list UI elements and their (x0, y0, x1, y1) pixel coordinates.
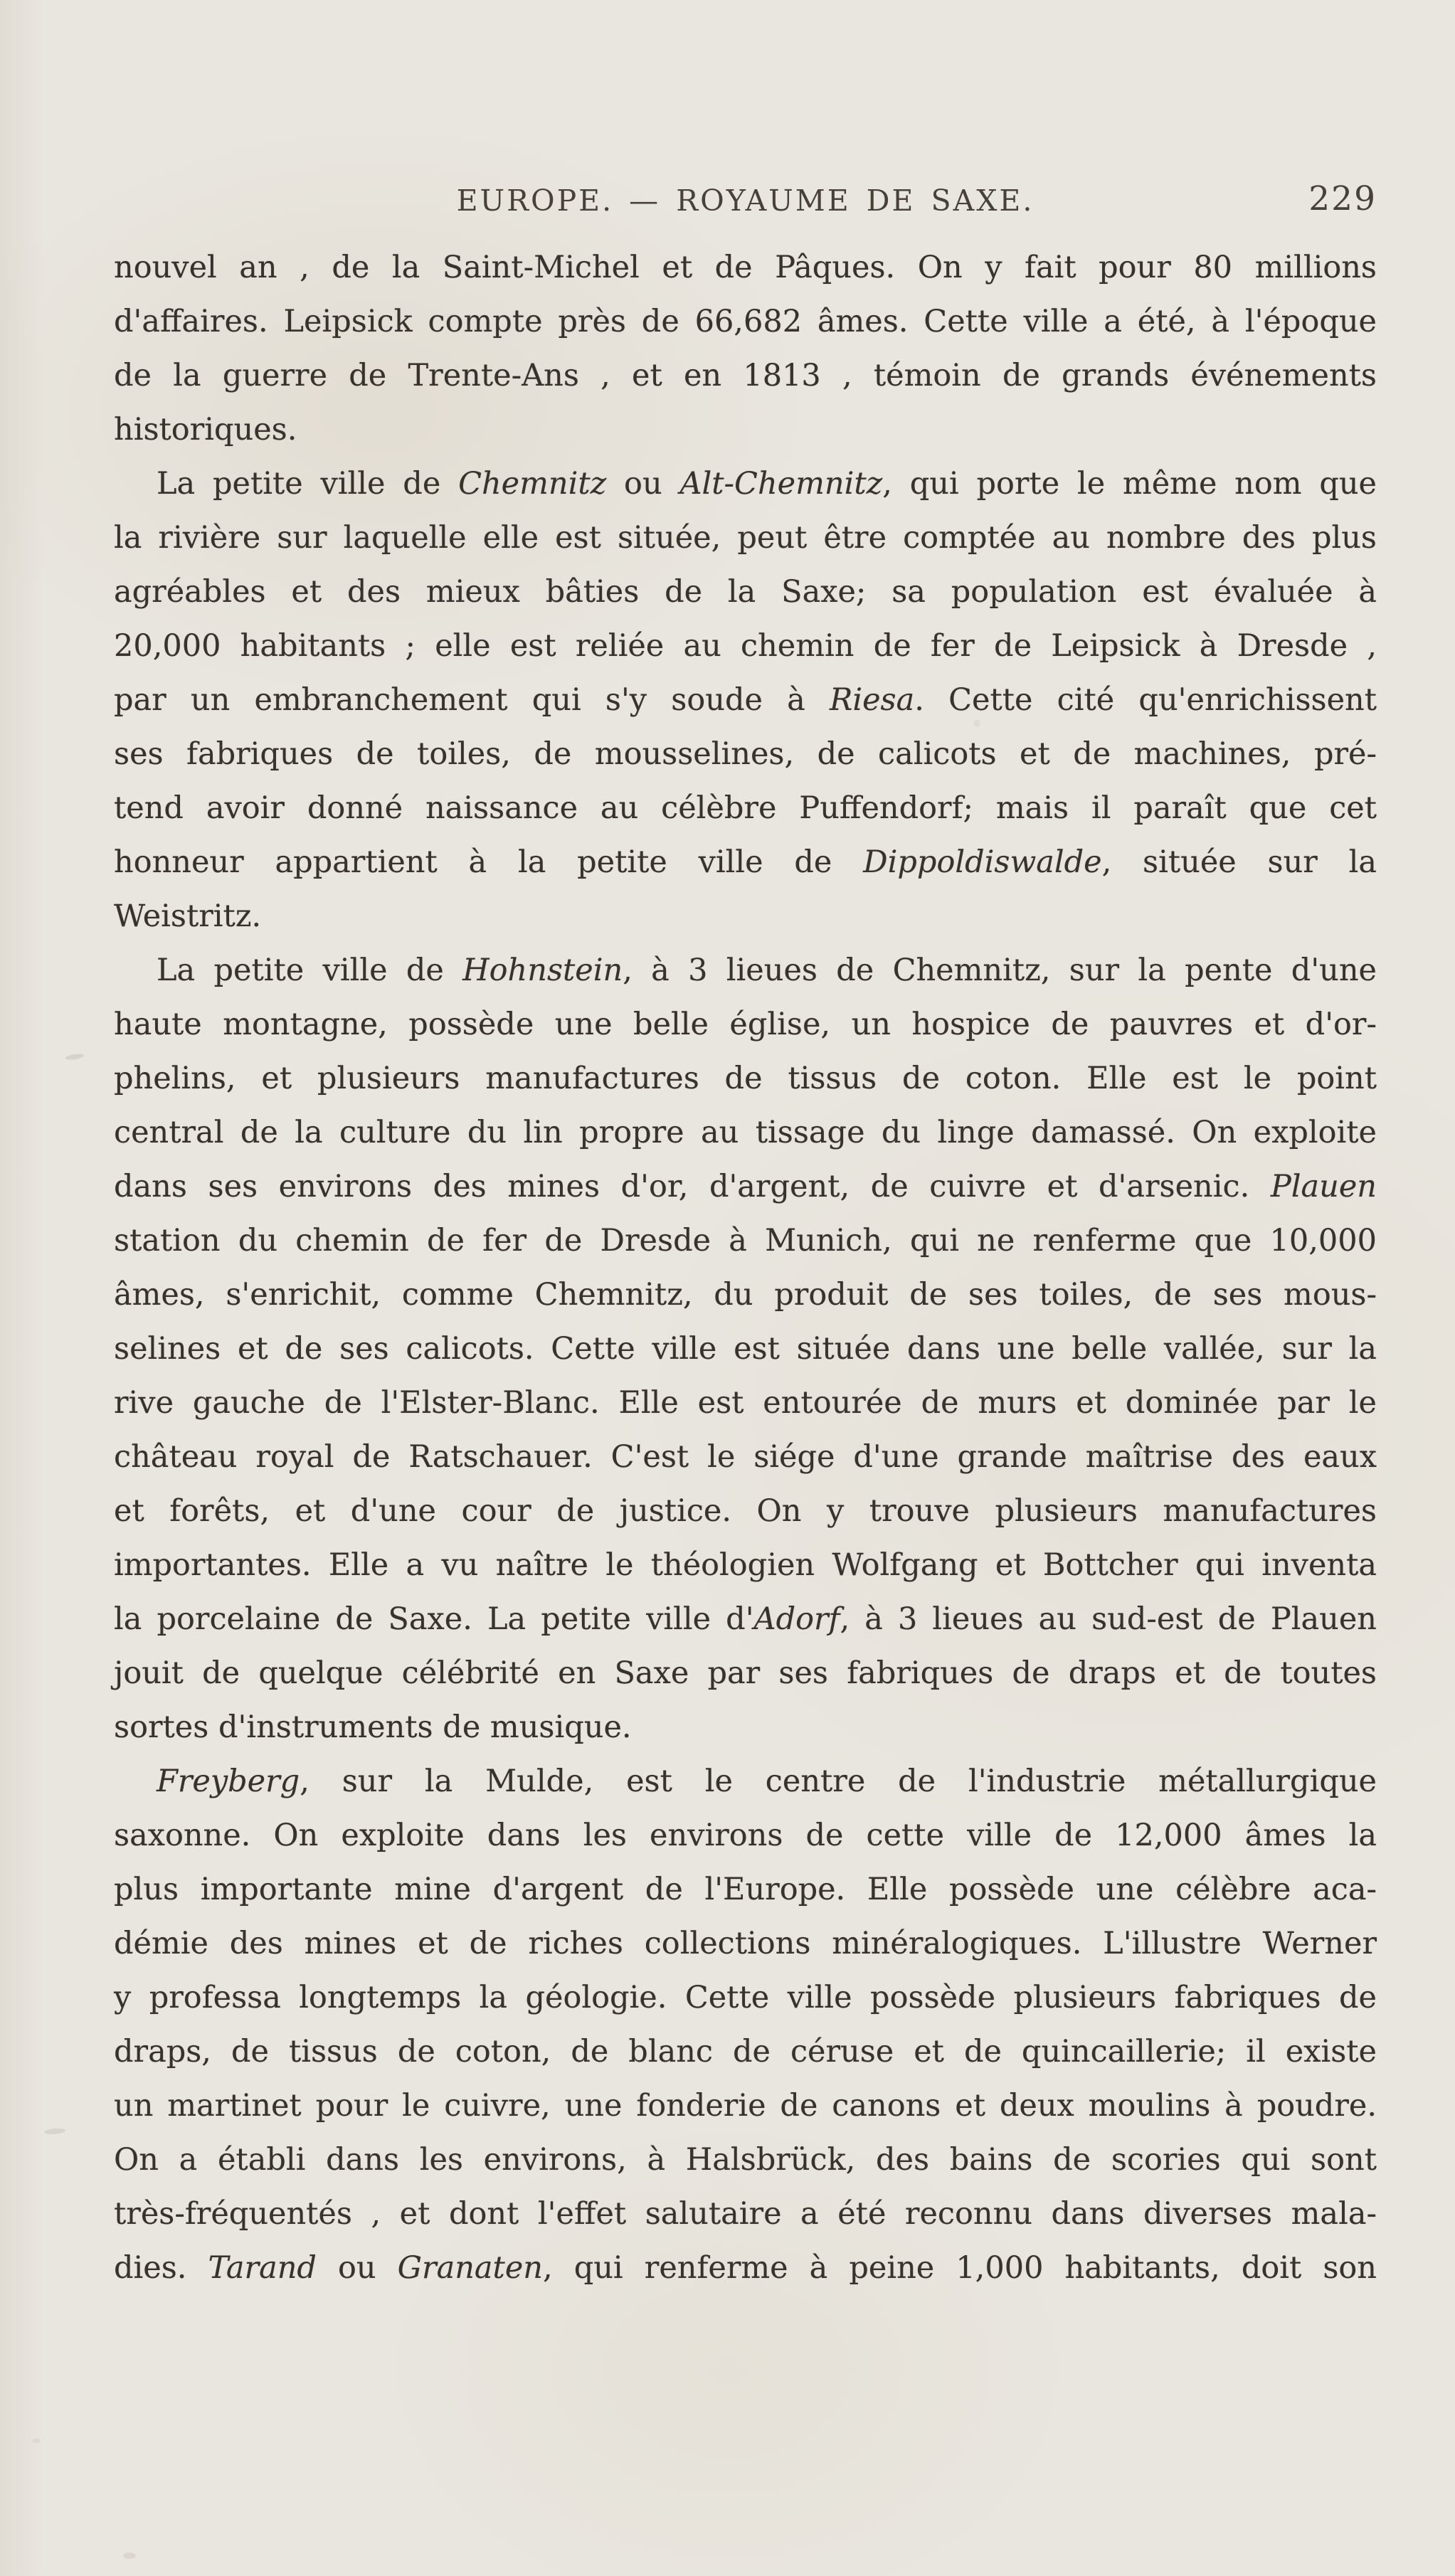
italic-place-name: Dippoldiswalde (863, 844, 1102, 880)
text-run: station du chemin de fer de Dresde à Munich, qui ne renferme que 10,000 (114, 1223, 1377, 1258)
italic-place-name: Plauen (1270, 1169, 1377, 1204)
text-run: honneur appartient à la petite ville de (114, 844, 864, 880)
text-line (114, 1106, 1377, 1160)
italic-place-name: Tarand (208, 2250, 317, 2286)
text-line (114, 1538, 1377, 1592)
text-line (114, 295, 1377, 349)
text-run: dies. (114, 2250, 208, 2286)
text-run: Weistritz. (114, 899, 262, 934)
text-block (114, 240, 1377, 2295)
text-run: haute montagne, possède une belle église, un hospice de pauvres et d'or- (114, 1007, 1377, 1042)
text-run: saxonne. On exploite dans les environs de cette ville de 12,000 âmes la (114, 1818, 1377, 1853)
text-run: rive gauche de l'Elster-Blanc. Elle est entourée de murs et dominée par le (114, 1385, 1377, 1421)
page-number: 229 (1308, 179, 1377, 218)
text-run: , qui porte le même nom que (882, 466, 1377, 502)
text-line (114, 2241, 1377, 2295)
text-run: nouvel an , de la Saint-Michel et de Pâques. On y fait pour 80 millions (114, 250, 1377, 285)
text-run: très-fréquentés , et dont l'effet salutaire a été reconnu dans diverses mala- (114, 2196, 1377, 2232)
text-line (114, 997, 1377, 1051)
text-run: de la guerre de Trente-Ans , et en 1813 , témoin de grands événements (114, 358, 1377, 393)
text-run: central de la culture du lin propre au tissage du linge damassé. On exploite (114, 1115, 1377, 1150)
text-line (114, 1214, 1377, 1268)
text-line (114, 1268, 1377, 1322)
text-run: importantes. Elle a vu naître le théologien Wolfgang et Bottcher qui inventa (114, 1547, 1377, 1583)
text-line (114, 673, 1377, 727)
text-run: sortes d'instruments de musique. (114, 1710, 632, 1745)
text-run: La petite ville de (157, 953, 463, 988)
paper-speck (65, 1053, 85, 1061)
italic-place-name: Alt-Chemnitz (679, 466, 883, 502)
text-line (114, 2133, 1377, 2187)
text-run: par un embranchement qui s'y soude à (114, 682, 830, 718)
text-line (114, 1754, 1377, 1808)
page-header-row (114, 179, 1377, 233)
text-run: la rivière sur laquelle elle est située, peut être comptée au nombre des plus (114, 520, 1377, 556)
text-line (114, 1862, 1377, 1917)
text-run: d'affaires. Leipsick compte près de 66,682 âmes. Cette ville a été, à l'époque (114, 304, 1377, 339)
text-run: âmes, s'enrichit, comme Chemnitz, du produit de ses toiles, de ses mous- (114, 1277, 1377, 1313)
paper-speck (32, 2439, 41, 2443)
text-run: jouit de quelque célébrité en Saxe par ses fabriques de draps et de toutes (114, 1655, 1377, 1691)
text-line (114, 457, 1377, 511)
text-line (114, 2079, 1377, 2133)
text-line (114, 240, 1377, 295)
text-run: draps, de tissus de coton, de blanc de céruse et de quincaillerie; il existe (114, 2034, 1377, 2069)
text-line (114, 1322, 1377, 1376)
text-run: , à 3 lieues de Chemnitz, sur la pente d'une (623, 953, 1377, 988)
text-line (114, 889, 1377, 943)
text-line (114, 727, 1377, 781)
text-run: , à 3 lieues au sud-est de Plauen (840, 1601, 1377, 1637)
text-line (114, 1917, 1377, 1971)
text-run: ses fabriques de toiles, de mousselines, de calicots et de machines, pré- (114, 736, 1377, 772)
text-run: plus importante mine d'argent de l'Europe. Elle possède une célèbre aca- (114, 1872, 1377, 1907)
text-line (114, 1592, 1377, 1646)
text-run: , qui renferme à peine 1,000 habitants, doit son (542, 2250, 1377, 2286)
text-line (114, 1160, 1377, 1214)
paper-speck (123, 2553, 136, 2559)
text-line (114, 1971, 1377, 2025)
text-run: la porcelaine de Saxe. La petite ville d' (114, 1601, 754, 1637)
text-run: tend avoir donné naissance au célèbre Puffendorf; mais il paraît que cet (114, 790, 1377, 826)
text-line (114, 1646, 1377, 1700)
paper-speck (44, 2128, 66, 2136)
text-run: et forêts, et d'une cour de justice. On y trouve plusieurs manufactures (114, 1493, 1377, 1529)
italic-place-name: Adorf (753, 1601, 840, 1637)
text-run: On a établi dans les environs, à Halsbrück, des bains de scories qui sont (114, 2142, 1377, 2178)
text-run: château royal de Ratschauer. C'est le siége d'une grande maîtrise des eaux (114, 1439, 1377, 1475)
text-run: ou (316, 2250, 398, 2286)
text-line (114, 619, 1377, 673)
text-run: ou (606, 466, 680, 502)
text-run: historiques. (114, 412, 297, 447)
text-run: dans ses environs des mines d'or, d'argent, de cuivre et d'arsenic. (114, 1169, 1271, 1204)
text-line (114, 511, 1377, 565)
text-line (114, 1051, 1377, 1106)
text-line (114, 2025, 1377, 2079)
italic-place-name: Riesa (829, 682, 915, 718)
text-run: agréables et des mieux bâties de la Saxe; sa population est évaluée à (114, 574, 1377, 610)
text-run: démie des mines et de riches collections minéralogiques. L'illustre Werner (114, 1926, 1377, 1961)
italic-place-name: Hohnstein (462, 953, 623, 988)
text-line (114, 781, 1377, 835)
italic-place-name: Freyberg (157, 1764, 300, 1799)
italic-place-name: Granaten (397, 2250, 543, 2286)
text-run: un martinet pour le cuivre, une fonderie de canons et deux moulins à poudre. (114, 2088, 1377, 2124)
running-header: EUROPE. — ROYAUME DE SAXE. (456, 184, 1035, 218)
text-run: , sur la Mulde, est le centre de l'industrie métallurgique (300, 1764, 1377, 1799)
text-line (114, 1430, 1377, 1484)
text-line (114, 403, 1377, 457)
text-line (114, 565, 1377, 619)
text-run: y professa longtemps la géologie. Cette ville possède plusieurs fabriques de (114, 1980, 1377, 2015)
text-run: selines et de ses calicots. Cette ville est située dans une belle vallée, sur la (114, 1331, 1377, 1367)
text-line (114, 1700, 1377, 1754)
text-line (114, 1484, 1377, 1538)
text-run: 20,000 habitants ; elle est reliée au chemin de fer de Leipsick à Dresde , (114, 628, 1377, 664)
text-run: , située sur la (1101, 844, 1377, 880)
text-line (114, 1808, 1377, 1862)
text-line (114, 835, 1377, 889)
text-line (114, 943, 1377, 997)
text-run: La petite ville de (157, 466, 459, 502)
text-run: phelins, et plusieurs manufactures de tissus de coton. Elle est le point (114, 1061, 1377, 1096)
text-line (114, 349, 1377, 403)
text-run: . Cette cité qu'enrichissent (914, 682, 1377, 718)
text-line (114, 2187, 1377, 2241)
text-line (114, 1376, 1377, 1430)
italic-place-name: Chemnitz (458, 466, 607, 502)
